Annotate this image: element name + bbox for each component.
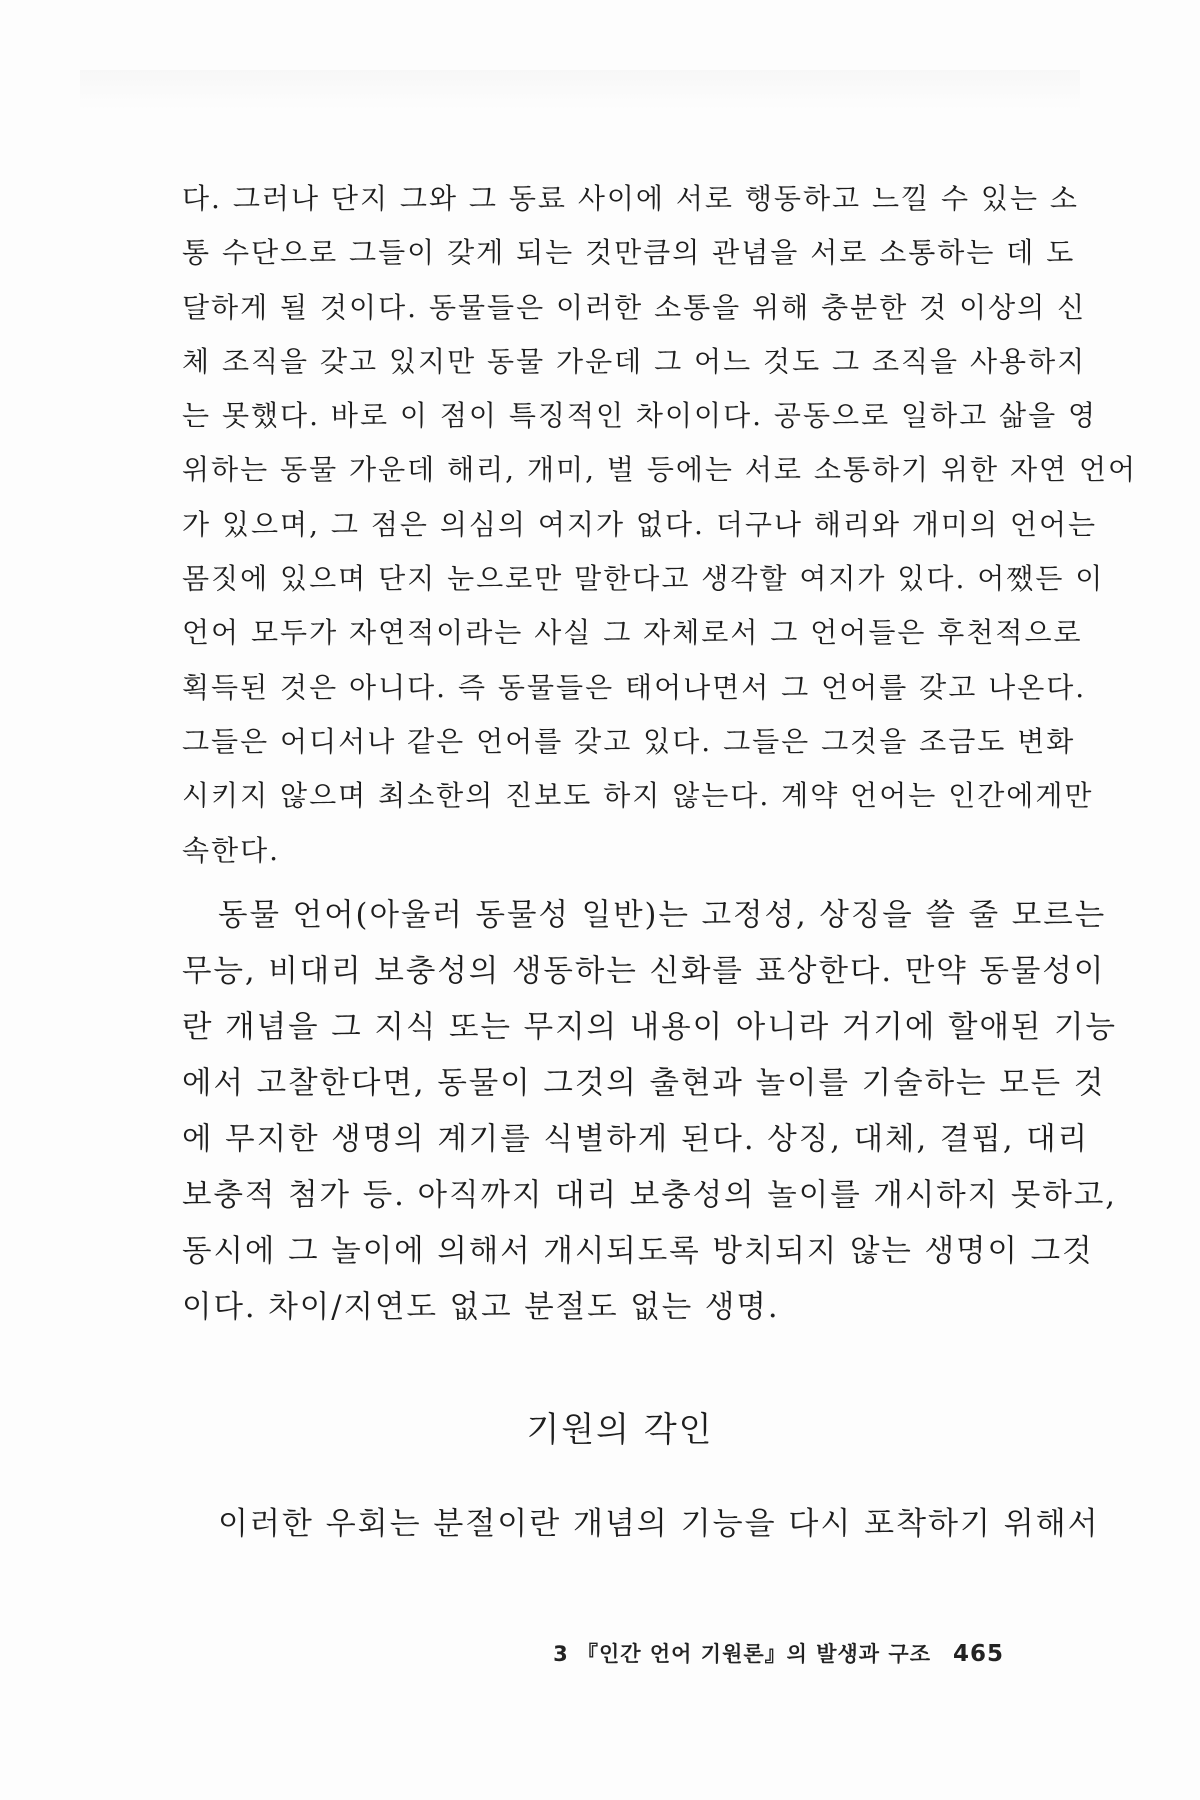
- text-line: 이러한 우회는 분절이란 개념의 기능을 다시 포착하기 위해서: [218, 1506, 1100, 1542]
- text-line: 언어 모두가 자연적이라는 사실 그 자체로서 그 언어들은 후천적으로: [182, 616, 1083, 650]
- paragraph-detour: [182, 1496, 1100, 1550]
- scan-shadow: [80, 70, 1080, 110]
- text-line: 동물 언어(아울러 동물성 일반)는 고정성, 상징을 쓸 줄 모르는: [218, 898, 1107, 933]
- text-line: 몸짓에 있으며 단지 눈으로만 말한다고 생각할 여지가 있다. 어쨌든 이: [182, 562, 1105, 596]
- text-line: 달하게 될 것이다. 동물들은 이러한 소통을 위해 충분한 것 이상의 신: [182, 290, 1087, 324]
- running-title: 3 『인간 언어 기원론』의 발생과 구조: [553, 1642, 931, 1666]
- text-line: 위하는 동물 가운데 해리, 개미, 벌 등에는 서로 소통하기 위한 자연 언어: [182, 453, 1138, 487]
- text-line: 이다. 차이/지연도 없고 분절도 없는 생명.: [182, 1290, 780, 1325]
- text-line: 보충적 첨가 등. 아직까지 대리 보충성의 놀이를 개시하지 못하고,: [182, 1178, 1117, 1213]
- page-number: 465: [952, 1641, 1004, 1667]
- text-line: 획득된 것은 아니다. 즉 동물들은 태어나면서 그 언어를 갖고 나온다.: [182, 670, 1087, 704]
- text-line: 는 못했다. 바로 이 점이 특징적인 차이이다. 공동으로 일하고 삶을 영: [182, 399, 1098, 433]
- text-line: 가 있으며, 그 점은 의심의 여지가 없다. 더구나 해리와 개미의 언어는: [182, 507, 1098, 541]
- text-line: 란 개념을 그 지식 또는 무지의 내용이 아니라 거기에 할애된 기능: [182, 1010, 1117, 1045]
- paragraph-animal-language: [182, 888, 1117, 1336]
- text-line: 에서 고찰한다면, 동물이 그것의 출현과 놀이를 기술하는 모든 것: [182, 1066, 1106, 1101]
- text-line: 무능, 비대리 보충성의 생동하는 신화를 표상한다. 만약 동물성이: [182, 954, 1106, 989]
- text-line: 다. 그러나 단지 그와 그 동료 사이에 서로 행동하고 느낄 수 있는 소: [182, 182, 1079, 215]
- text-line: 속한다.: [182, 833, 281, 867]
- text-line: 동시에 그 놀이에 의해서 개시되도록 방치되지 않는 생명이 그것: [182, 1234, 1094, 1269]
- text-line: 시키지 않으며 최소한의 진보도 하지 않는다. 계약 언어는 인간에게만: [182, 779, 1094, 813]
- text-line: 체 조직을 갖고 있지만 동물 가운데 그 어느 것도 그 조직을 사용하지: [182, 344, 1087, 378]
- paragraph-continued: [182, 172, 1138, 878]
- page-footer: [553, 1638, 1004, 1668]
- text-line: 에 무지한 생명의 계기를 식별하게 된다. 상징, 대체, 결핍, 대리: [182, 1122, 1090, 1157]
- section-heading: 기원의 각인: [526, 1410, 714, 1450]
- text-line: 그들은 어디서나 같은 언어를 갖고 있다. 그들은 그것을 조금도 변화: [182, 724, 1076, 758]
- text-line: 통 수단으로 그들이 갖게 되는 것만큼의 관념을 서로 소통하는 데 도: [182, 236, 1076, 270]
